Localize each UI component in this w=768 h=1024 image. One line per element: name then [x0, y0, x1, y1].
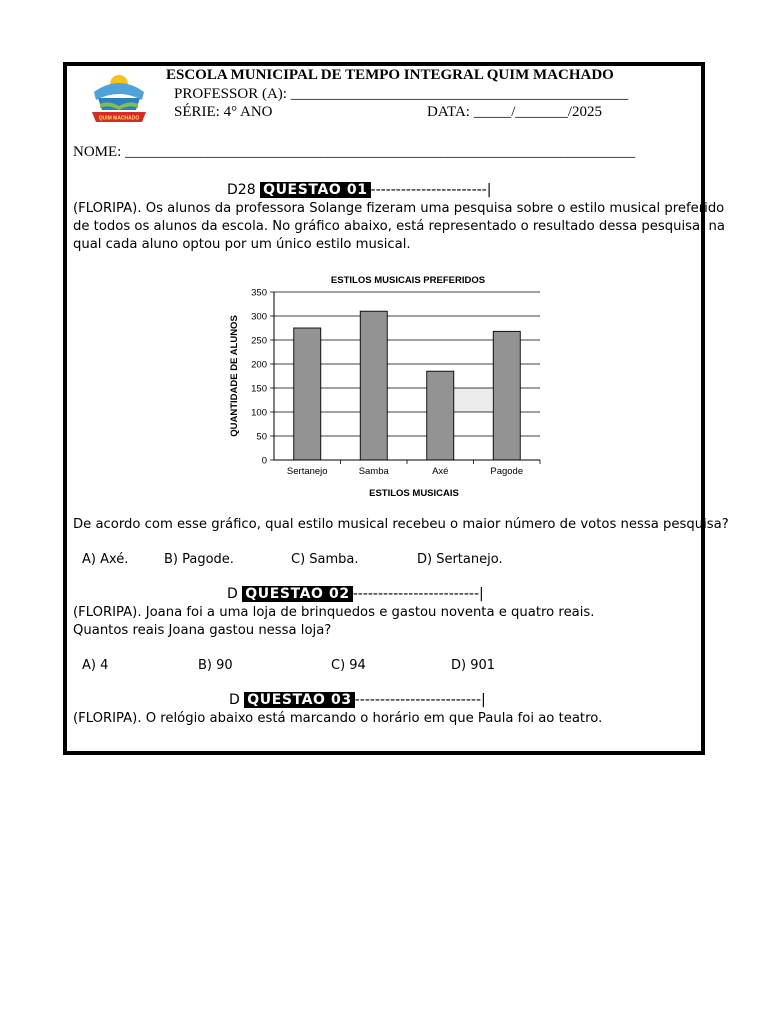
- q1-option-b[interactable]: B) Pagode.: [164, 552, 234, 567]
- question-03-line: (FLORIPA). O relógio abaixo está marcando o horário em que Paula foi ao teatro.: [73, 711, 603, 726]
- chart-y-tick-label: 250: [251, 335, 267, 347]
- serie-label: SÉRIE: 4° ANO: [174, 104, 273, 120]
- question-02-dashes: -------------------------|: [352, 586, 484, 602]
- question-01-dashes: -----------------------|: [370, 182, 492, 198]
- question-03-dashes: -------------------------|: [354, 692, 486, 708]
- chart-x-tick-label: Samba: [358, 466, 389, 477]
- chart-bar: [294, 328, 321, 460]
- school-name: ESCOLA MUNICIPAL DE TEMPO INTEGRAL QUIM MACHADO: [166, 67, 614, 83]
- q2-option-b[interactable]: B) 90: [198, 658, 233, 673]
- question-01-line: de todos os alunos da escola. No gráfico abaixo, está representado o resultado dessa pesquisa, na: [73, 219, 725, 234]
- q2-option-d[interactable]: D) 901: [451, 658, 496, 673]
- q2-option-a[interactable]: A) 4: [82, 658, 109, 673]
- name-field[interactable]: NOME: ____________________________________________________________________: [73, 144, 636, 160]
- q2-option-c[interactable]: C) 94: [331, 658, 366, 673]
- chart-y-axis-label: QUANTIDADE DE ALUNOS: [229, 315, 240, 437]
- q1-option-a[interactable]: A) Axé.: [82, 552, 129, 567]
- chart-y-tick-label: 200: [251, 359, 267, 371]
- question-03-text: [73, 710, 602, 728]
- chart-title: ESTILOS MUSICAIS PREFERIDOS: [330, 275, 486, 286]
- question-01-prefix: D28: [227, 182, 256, 198]
- question-03-title: QUESTAO 03: [244, 692, 354, 708]
- q1-option-d[interactable]: D) Sertanejo.: [417, 552, 503, 567]
- question-02-line: Quantos reais Joana gastou nessa loja?: [73, 623, 332, 638]
- q1-option-c[interactable]: C) Samba.: [291, 552, 359, 567]
- question-01-text: [73, 200, 725, 254]
- question-02-prefix: D: [227, 586, 238, 602]
- arc-icon: [94, 83, 144, 100]
- chart-bar: [427, 371, 454, 460]
- chart-bar: [493, 331, 520, 460]
- chart-shaded-band: [454, 388, 492, 412]
- question-02-heading: [227, 586, 484, 602]
- professor-field[interactable]: PROFESSOR (A): _____________________________________________: [174, 86, 629, 102]
- question-01-line: (FLORIPA). Os alunos da professora Solange fizeram uma pesquisa sobre o estilo musical preferido: [73, 201, 725, 216]
- chart-y-tick-label: 350: [251, 287, 267, 299]
- question-01-line: qual cada aluno optou por um único estilo musical.: [73, 237, 411, 252]
- date-field[interactable]: DATA: _____/_______/2025: [427, 104, 603, 120]
- chart-y-tick-label: 50: [256, 431, 267, 443]
- question-03-prefix: D: [229, 692, 240, 708]
- chart-x-axis-label: ESTILOS MUSICAIS: [369, 488, 459, 499]
- chart-y-tick-label: 0: [261, 455, 267, 467]
- question-03-heading: [229, 692, 486, 708]
- chart-x-tick-label: Axé: [432, 466, 449, 477]
- chart-y-tick-label: 300: [251, 311, 267, 323]
- chart-bar: [360, 311, 387, 460]
- chart-x-tick-label: Pagode: [490, 466, 524, 477]
- question-02-line: (FLORIPA). Joana foi a uma loja de brinquedos e gastou noventa e quatro reais.: [73, 605, 595, 620]
- question-02-text: [73, 604, 594, 640]
- chart-y-tick-label: 100: [251, 407, 267, 419]
- school-logo: [88, 70, 150, 126]
- logo-text: QUIM MACHADO: [98, 115, 140, 122]
- question-02-title: QUESTAO 02: [242, 586, 352, 602]
- question-01-prompt: De acordo com esse gráfico, qual estilo musical recebeu o maior número de votos nessa pesquisa?: [73, 517, 729, 532]
- question-01-title: QUESTAO 01: [260, 182, 370, 198]
- chart-x-tick-label: Sertanejo: [286, 466, 328, 477]
- chart-y-tick-label: 150: [251, 383, 267, 395]
- question-01-heading: [227, 182, 491, 198]
- bar-chart: [226, 268, 548, 502]
